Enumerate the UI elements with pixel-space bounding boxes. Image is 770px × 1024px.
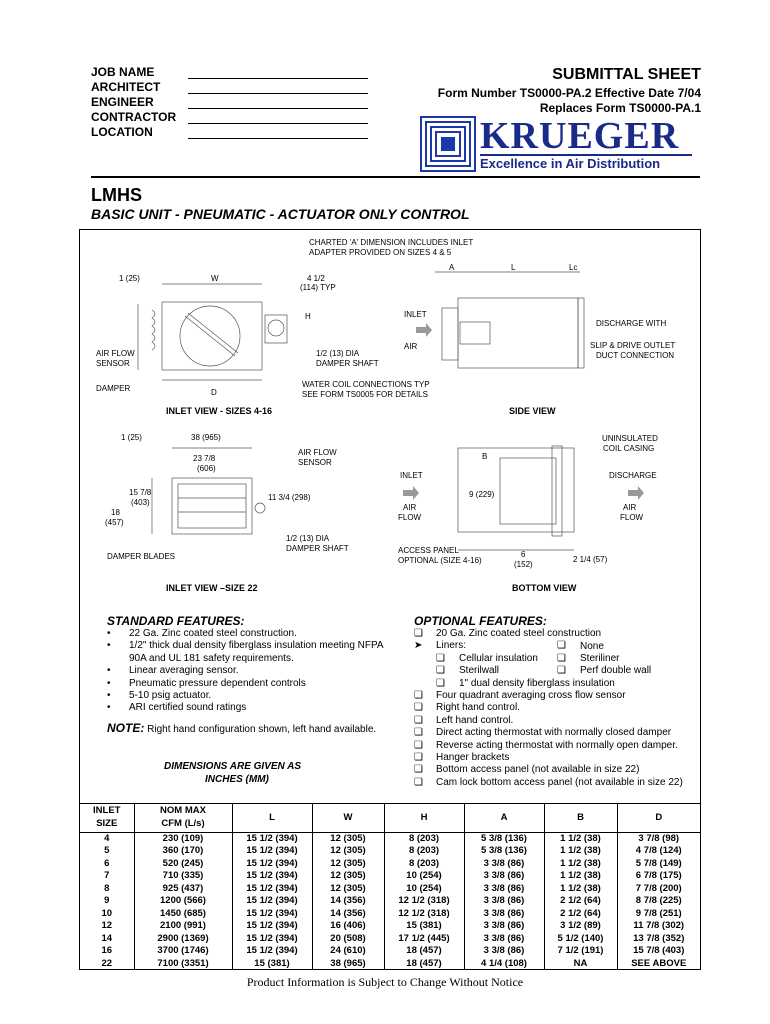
table-cell: 12: [101, 920, 113, 931]
checkbox-icon[interactable]: ❏: [414, 727, 423, 739]
arrowhead-icon: ➤: [414, 640, 423, 652]
table-header-row: [80, 804, 700, 832]
table-cell: 520 (245): [134, 858, 232, 871]
table-cell: 5 3/8 (136): [464, 845, 544, 858]
table-cell: 24 (610): [312, 945, 384, 958]
list-item[interactable]: ❏ Right hand control.: [414, 702, 520, 714]
replaces-form: Replaces Form TS0000-PA.1: [539, 101, 701, 115]
checkbox-icon[interactable]: ❏: [414, 690, 423, 702]
table-cell: 5 3/8 (136): [464, 832, 544, 845]
table-cell: 11 7/8 (302): [617, 920, 700, 933]
bv-caption: BOTTOM VIEW: [512, 583, 577, 593]
col-header-cfm: NOM MAX CFM (L/s): [134, 804, 232, 832]
bv-access-2-label: OPTIONAL (SIZE 4-16): [398, 556, 482, 565]
dim-l-label: L: [511, 263, 516, 272]
table-cell: 15 1/2 (394): [232, 883, 312, 896]
iv-air-flow-label: AIR FLOW: [96, 349, 135, 358]
iv22-air-flow-label: AIR FLOW: [298, 448, 337, 457]
table-cell: 2100 (991): [134, 920, 232, 933]
checkbox-icon[interactable]: ❏: [436, 652, 445, 664]
iv22-blades-label: DAMPER BLADES: [107, 552, 176, 561]
iv-shaft-2-label: DAMPER SHAFT: [316, 359, 379, 368]
table-cell: 15 1/2 (394): [232, 908, 312, 921]
table-cell: 15 1/2 (394): [232, 895, 312, 908]
architect-field[interactable]: [188, 93, 368, 94]
optional-features-heading: OPTIONAL FEATURES:: [414, 614, 547, 628]
table-row: [80, 832, 700, 845]
sv-caption: SIDE VIEW: [509, 406, 556, 416]
bv-air-left-label: AIR: [403, 503, 417, 512]
table-cell: 16 (406): [312, 920, 384, 933]
iv22-18-label: 18: [111, 508, 120, 517]
sv-slip-2-label: DUCT CONNECTION: [596, 351, 675, 360]
bv-b-label: B: [482, 452, 488, 461]
table-row: [80, 920, 700, 933]
table-cell: 16: [101, 945, 113, 956]
list-item: • ARI certified sound ratings: [107, 702, 247, 714]
table-cell: 2900 (1369): [134, 933, 232, 946]
bullet-icon: •: [107, 640, 111, 652]
table-cell: 12 1/2 (318): [384, 908, 464, 921]
bv-flow-left-label: FLOW: [398, 513, 422, 522]
list-item: • Pneumatic pressure dependent controls: [107, 677, 306, 689]
iv22-606-label: (606): [197, 464, 216, 473]
table-cell: 3 3/8 (86): [464, 895, 544, 908]
iv-d-label: D: [211, 388, 217, 397]
col-header-h: H: [384, 804, 464, 832]
col-header-inlet: INLET SIZE: [93, 805, 121, 829]
bv-access-1-label: ACCESS PANEL: [398, 546, 459, 555]
table-cell: 10: [101, 907, 113, 919]
table-cell: 8 7/8 (225): [617, 895, 700, 908]
model-subtitle: BASIC UNIT - PNEUMATIC - ACTUATOR ONLY CONTROL: [91, 206, 470, 222]
iv-h-label: H: [305, 312, 311, 321]
list-item[interactable]: ❏ Bottom access panel (not available in size 22): [414, 764, 640, 776]
table-cell: 15 1/2 (394): [232, 870, 312, 883]
job-name-field[interactable]: [188, 78, 368, 79]
location-label: LOCATION: [91, 125, 153, 139]
table-cell: 360 (170): [134, 845, 232, 858]
bv-air-right-label: AIR: [623, 503, 637, 512]
list-item[interactable]: ❏ Left hand control.: [414, 714, 514, 726]
contractor-label: CONTRACTOR: [91, 110, 177, 124]
checkbox-icon[interactable]: ❏: [414, 739, 423, 751]
bullet-icon: •: [107, 702, 111, 714]
table-cell: 3 3/8 (86): [464, 870, 544, 883]
table-cell: 9: [104, 895, 110, 906]
sv-discharge-with-label: DISCHARGE WITH: [596, 319, 667, 328]
table-cell: 7 1/2 (191): [544, 945, 617, 958]
list-item[interactable]: ❏ Cellular insulation ❏ Steriliner: [436, 652, 620, 664]
dimensions-table: [80, 804, 700, 970]
bv-6-label: 6: [521, 550, 526, 559]
table-cell: 1 1/2 (38): [544, 832, 617, 845]
table-cell: 15 1/2 (394): [232, 945, 312, 958]
table-row: [80, 958, 700, 971]
col-header-b: B: [544, 804, 617, 832]
iv22-11-3-4-label: 11 3/4 (298): [268, 493, 311, 502]
table-cell: 8: [104, 882, 110, 894]
table-cell: 6: [104, 857, 110, 869]
table-row: [80, 933, 700, 946]
table-cell: 1 1/2 (38): [544, 870, 617, 883]
iv-w-label: W: [211, 274, 219, 283]
checkbox-icon[interactable]: ❏: [414, 752, 423, 764]
table-cell: 3 3/8 (86): [464, 883, 544, 896]
table-cell: 15 1/2 (394): [232, 832, 312, 845]
list-item[interactable]: ❏ Four quadrant averaging cross flow sensor: [414, 690, 626, 702]
bv-inlet-label: INLET: [400, 471, 423, 480]
table-row: [80, 895, 700, 908]
table-cell: 2 1/2 (64): [544, 908, 617, 921]
location-field[interactable]: [188, 138, 368, 139]
form-number: Form Number TS0000-PA.2 Effective Date 7/04: [437, 86, 701, 100]
list-item: • Linear averaging sensor.: [107, 665, 239, 677]
table-row: [80, 908, 700, 921]
table-cell: 20 (508): [312, 933, 384, 946]
list-item: • 22 Ga. Zinc coated steel construction.: [107, 628, 297, 639]
table-cell: 14 (356): [312, 908, 384, 921]
list-item[interactable]: ❏ 1" dual density fiberglass insulation: [436, 677, 615, 689]
table-cell: 12 (305): [312, 858, 384, 871]
table-cell: 3 3/8 (86): [464, 908, 544, 921]
standard-features-list: [107, 628, 397, 715]
engineer-label: ENGINEER: [91, 95, 154, 109]
footer-note: Product Information is Subject to Change Without Notice: [246, 975, 524, 989]
table-cell: 9 7/8 (251): [617, 908, 700, 921]
list-item: ➤ Liners: ❏ None: [414, 640, 604, 653]
engineer-field[interactable]: [188, 108, 368, 109]
table-row: [80, 945, 700, 958]
table-row: [80, 870, 700, 883]
checkbox-icon[interactable]: ❏: [414, 776, 423, 788]
iv22-457-label: (457): [105, 518, 124, 527]
list-item: 90A and UL 181 safety requirements.: [129, 652, 294, 664]
table-cell: 12 (305): [312, 883, 384, 896]
sv-inlet-label: INLET: [404, 310, 427, 319]
list-item[interactable]: ❏ Reverse acting thermostat with normally open damper.: [414, 739, 678, 751]
table-cell: 22: [101, 957, 113, 969]
iv-water-2-label: SEE FORM TS0005 FOR DETAILS: [302, 390, 428, 399]
table-cell: 5 7/8 (149): [617, 858, 700, 871]
bv-152-label: (152): [514, 560, 533, 569]
table-cell: 15 1/2 (394): [232, 933, 312, 946]
table-cell: 1 1/2 (38): [544, 858, 617, 871]
table-cell: 18 (457): [384, 945, 464, 958]
note-label: NOTE:: [107, 721, 145, 735]
sv-air-label: AIR: [404, 342, 418, 351]
iv22-shaft-1-label: 1/2 (13) DIA: [286, 534, 330, 543]
bv-discharge-label: DISCHARGE: [609, 471, 657, 480]
table-cell: 1450 (685): [134, 908, 232, 921]
table-row: [80, 858, 700, 871]
table-cell: NA: [544, 958, 617, 971]
table-cell: 4 1/4 (108): [464, 958, 544, 971]
list-item[interactable]: ❏ 20 Ga. Zinc coated steel construction: [414, 628, 602, 639]
sv-slip-1-label: SLIP & DRIVE OUTLET: [590, 341, 676, 350]
table-cell: 14: [101, 932, 113, 944]
table-cell: 12 (305): [312, 845, 384, 858]
table-cell: 6 7/8 (175): [617, 870, 700, 883]
table-cell: 2 1/2 (64): [544, 895, 617, 908]
table-cell: 5 1/2 (140): [544, 933, 617, 946]
table-cell: 3 3/8 (86): [464, 933, 544, 946]
col-header-a: A: [464, 804, 544, 832]
checkbox-icon[interactable]: ❏: [436, 677, 445, 689]
table-cell: 230 (109): [134, 832, 232, 845]
table-cell: SEE ABOVE: [617, 958, 700, 971]
architect-label: ARCHITECT: [91, 80, 161, 94]
iv22-38-label: 38 (965): [191, 433, 221, 442]
col-header-l: L: [232, 804, 312, 832]
iv-damper-label: DAMPER: [96, 384, 131, 393]
iv22-shaft-2-label: DAMPER SHAFT: [286, 544, 349, 553]
note-line: [107, 721, 376, 735]
table-row: [80, 883, 700, 896]
table-cell: 710 (335): [134, 870, 232, 883]
job-info-block: [91, 65, 176, 140]
checkbox-icon[interactable]: ❏: [557, 665, 566, 677]
table-cell: 3 1/2 (89): [544, 920, 617, 933]
table-cell: 18 (457): [384, 958, 464, 971]
standard-features-heading: STANDARD FEATURES:: [107, 614, 245, 628]
table-row: [80, 845, 700, 858]
list-item[interactable]: ❏ Hanger brackets: [414, 752, 510, 764]
table-cell: 1 1/2 (38): [544, 883, 617, 896]
table-cell: 15 (381): [232, 958, 312, 971]
contractor-field[interactable]: [188, 123, 368, 124]
list-item: • 5-10 psig actuator.: [107, 690, 212, 702]
submittal-title: SUBMITTAL SHEET: [552, 66, 701, 83]
bv-2-1-4-label: 2 1/4 (57): [573, 555, 608, 564]
bv-9-229-label: 9 (229): [469, 490, 495, 499]
iv-114-label: (114) TYP: [300, 283, 336, 292]
checkbox-icon[interactable]: ❏: [557, 652, 566, 664]
bv-flow-right-label: FLOW: [620, 513, 644, 522]
bv-uninsulated-1-label: UNINSULATED: [602, 434, 658, 443]
list-item[interactable]: ❏ Cam lock bottom access panel (not available in size 22): [414, 776, 683, 788]
col-header-d: D: [617, 804, 700, 832]
model-name: LMHS: [91, 185, 142, 205]
iv-caption: INLET VIEW - SIZES 4-16: [166, 406, 273, 416]
checkbox-icon[interactable]: ❏: [414, 702, 423, 714]
table-cell: 3 7/8 (98): [617, 832, 700, 845]
krueger-logo: [420, 116, 700, 172]
bullet-icon: •: [107, 665, 111, 677]
table-cell: 12 1/2 (318): [384, 895, 464, 908]
table-cell: 7 7/8 (200): [617, 883, 700, 896]
table-cell: 13 7/8 (352): [617, 933, 700, 946]
table-cell: 3 3/8 (86): [464, 858, 544, 871]
checkbox-icon[interactable]: ❏: [557, 640, 566, 652]
col-header-w: W: [312, 804, 384, 832]
list-item[interactable]: ❏ Direct acting thermostat with normally closed damper: [414, 727, 672, 739]
table-cell: 7: [104, 870, 110, 881]
iv22-1-25-label: 1 (25): [121, 433, 142, 442]
table-cell: 12 (305): [312, 832, 384, 845]
table-cell: 38 (965): [312, 958, 384, 971]
table-cell: 3 3/8 (86): [464, 945, 544, 958]
iv22-23-label: 23 7/8: [193, 454, 216, 463]
checkbox-icon[interactable]: ❏: [436, 665, 445, 677]
dim-a-label: A: [449, 263, 455, 272]
table-cell: 4: [104, 832, 110, 844]
table-cell: 15 1/2 (394): [232, 845, 312, 858]
charted-note-2: ADAPTER PROVIDED ON SIZES 4 & 5: [309, 248, 452, 257]
dims-note-2: INCHES (MM): [205, 774, 269, 785]
iv22-caption: INLET VIEW –SIZE 22: [166, 583, 258, 593]
table-cell: 3 3/8 (86): [464, 920, 544, 933]
dims-note-1: DIMENSIONS ARE GIVEN AS: [164, 761, 302, 772]
krueger-logo-mark-icon: [420, 116, 476, 172]
checkbox-icon[interactable]: ❏: [414, 628, 423, 639]
optional-features-list: [414, 628, 704, 789]
iv22-sensor-label: SENSOR: [298, 458, 332, 467]
iv-shaft-1-label: 1/2 (13) DIA: [316, 349, 360, 358]
table-cell: 1 1/2 (38): [544, 845, 617, 858]
table-cell: 15 (381): [384, 920, 464, 933]
charted-note-1: CHARTED 'A' DIMENSION INCLUDES INLET: [309, 238, 474, 247]
iv22-403-label: (403): [131, 498, 150, 507]
table-cell: 15 7/8 (403): [617, 945, 700, 958]
iv22-15-7-8-label: 15 7/8: [129, 488, 152, 497]
table-body: [80, 832, 700, 970]
bullet-icon: •: [107, 677, 111, 689]
table-cell: 14 (356): [312, 895, 384, 908]
table-cell: 8 (203): [384, 832, 464, 845]
table-cell: 925 (437): [134, 883, 232, 896]
table-cell: 15 1/2 (394): [232, 858, 312, 871]
bullet-icon: •: [107, 628, 111, 639]
dimensions-table-wrap: [80, 803, 700, 970]
table-cell: 8 (203): [384, 858, 464, 871]
table-cell: 10 (254): [384, 883, 464, 896]
table-cell: 5: [104, 845, 110, 856]
checkbox-icon[interactable]: ❏: [414, 764, 423, 776]
table-cell: 12 (305): [312, 870, 384, 883]
iv-4-1-2-label: 4 1/2: [307, 274, 325, 283]
iv-sensor-label: SENSOR: [96, 359, 130, 368]
bullet-icon: •: [107, 690, 111, 702]
header-divider: [91, 176, 700, 178]
dim-lc-label: Lc: [569, 263, 578, 272]
table-cell: 1200 (566): [134, 895, 232, 908]
note-text: Right hand configuration shown, left hand available.: [147, 724, 377, 735]
table-cell: 10 (254): [384, 870, 464, 883]
table-cell: 15 1/2 (394): [232, 920, 312, 933]
table-cell: 17 1/2 (445): [384, 933, 464, 946]
job-name-label: JOB NAME: [91, 65, 155, 79]
table-cell: 4 7/8 (124): [617, 845, 700, 858]
logo-name: KRUEGER: [480, 115, 680, 157]
table-cell: 8 (203): [384, 845, 464, 858]
list-item: • 1/2" thick dual density fiberglass insulation meeting NFPA: [107, 640, 384, 652]
checkbox-icon[interactable]: ❏: [414, 714, 423, 726]
table-cell: 3700 (1746): [134, 945, 232, 958]
logo-tagline: Excellence in Air Distribution: [480, 156, 661, 171]
list-item[interactable]: ❏ Sterilwall ❏ Perf double wall: [436, 665, 652, 677]
bv-uninsulated-2-label: COIL CASING: [603, 444, 655, 453]
iv-1-25-label: 1 (25): [119, 274, 140, 283]
table-cell: 7100 (3351): [134, 958, 232, 971]
iv-water-1-label: WATER COIL CONNECTIONS TYP: [302, 380, 430, 389]
